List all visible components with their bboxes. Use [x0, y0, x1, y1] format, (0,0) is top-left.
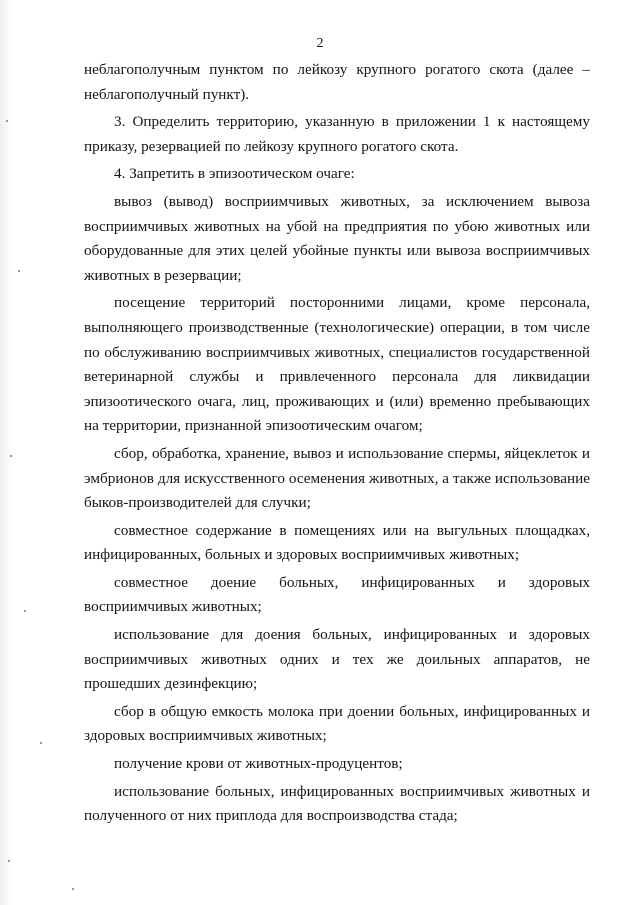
- scan-speck: [10, 455, 12, 457]
- document-body: [84, 58, 590, 832]
- paragraph-ban-joint-milking: совместное доение больных, инфицированных и здоровых восприимчивых животных;: [84, 573, 590, 616]
- paragraph-ban-semen: сбор, обработка, хранение, вывоз и использование спермы, яйцеклеток и эмбрионов для искусственного осеменения животных, а также использование быков-производителей для случки;: [84, 444, 590, 512]
- scan-shadow: [0, 0, 14, 905]
- paragraph-item-3: 3. Определить территорию, указанную в приложении 1 к настоящему приказу, резервацией по лейкозу крупного рогатого скота.: [84, 113, 590, 155]
- paragraph-ban-visits: посещение территорий посторонними лицами, кроме персонала, выполняющего производственные (технологические) операции, в том числе по обслуживанию восприимчивых животных, специалистов государственной ветеринарной службы и привлеченного персонала для ликвидации эпизоотического очага, лиц, проживающих и (или) временно пребывающих на территории, признанной эпизоотическим очагом;: [84, 294, 590, 435]
- paragraph-ban-export: вывоз (вывод) восприимчивых животных, за исключением вывоза восприимчивых животных на убой на предприятия по убою животных или оборудованные для этих целей убойные пункты или вывоза восприимчивых животных в резервации;: [84, 192, 590, 284]
- scan-speck: [40, 742, 42, 744]
- paragraph-continuation: неблагополучным пунктом по лейкозу крупного рогатого скота (далее – неблагополучный пункт).: [84, 61, 590, 103]
- paragraph-ban-breeding: использование больных, инфицированных восприимчивых животных и полученного от них приплода для воспроизводства стада;: [84, 782, 590, 825]
- paragraph-ban-milk-collection: сбор в общую емкость молока при доении больных, инфицированных и здоровых восприимчивых животных;: [84, 702, 590, 745]
- paragraph-ban-joint-keeping: совместное содержание в помещениях или на выгульных площадках, инфицированных, больных и здоровых восприимчивых животных;: [84, 521, 590, 564]
- paragraph-ban-blood: получение крови от животных-продуцентов;: [114, 755, 403, 773]
- paragraph-ban-shared-apparatus: использование для доения больных, инфицированных и здоровых восприимчивых животных одних и тех же доильных аппаратов, не прошедших дезинфекцию;: [84, 626, 590, 693]
- paragraph-item-4: 4. Запретить в эпизоотическом очаге:: [114, 165, 355, 183]
- page-number: 2: [316, 36, 324, 51]
- scan-speck: [8, 860, 10, 862]
- scan-speck: [24, 610, 26, 612]
- scan-speck: [6, 120, 8, 122]
- scan-speck: [72, 888, 74, 890]
- scan-speck: [18, 270, 20, 272]
